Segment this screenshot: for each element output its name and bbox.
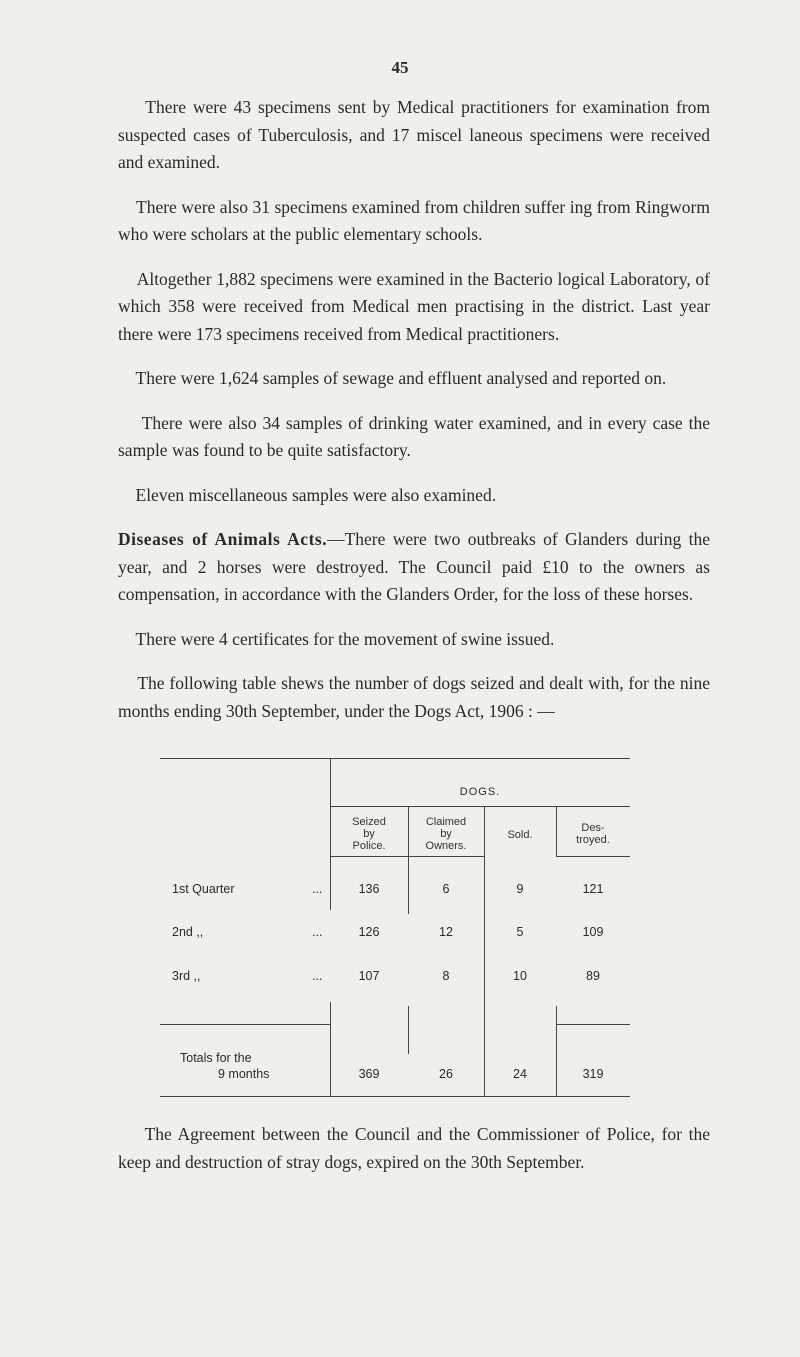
page-number: 45 <box>391 58 409 77</box>
paragraph-animals <box>118 526 710 609</box>
total-sold: 24 <box>513 1067 527 1081</box>
cell-destroyed: 109 <box>582 925 604 939</box>
section-heading: Diseases of Animals Acts. <box>118 529 328 549</box>
cell-seized: 136 <box>358 882 380 896</box>
paragraph-bacteriological <box>118 266 710 349</box>
total-seized: 369 <box>358 1067 380 1081</box>
cell-claimed: 12 <box>439 925 453 939</box>
row-label <box>172 925 323 939</box>
dogs-table <box>160 758 630 1098</box>
header-rule <box>330 806 630 807</box>
paragraph-text: There were 43 specimens sent by Medical practitioners for examination from suspected cases of Tuberculosis, and 17 miscel laneous specimens were received and examined. <box>118 97 710 172</box>
paragraph-ringworm <box>118 194 710 249</box>
paragraph-text: The Agreement between the Council and the Commissioner of Police, for the keep and destruction of stray dogs, expired on the 30th September. <box>118 1124 710 1172</box>
header-line: Owners. <box>425 840 467 852</box>
totals-label-line: 9 months <box>218 1067 270 1081</box>
totals-rule <box>556 1024 630 1025</box>
cell-sold: 10 <box>513 969 527 983</box>
col-header-claimed <box>408 816 484 852</box>
header-line: troyed. <box>576 834 610 846</box>
paragraph-sewage <box>118 365 710 393</box>
paragraph-text: There were 4 certificates for the movement of swine issued. <box>135 628 555 649</box>
header-line: by <box>363 828 375 840</box>
row-label <box>172 969 323 983</box>
cell-claimed: 8 <box>442 969 450 983</box>
col-header-sold <box>484 829 556 841</box>
total-claimed: 26 <box>439 1067 453 1081</box>
header-bottom-rule <box>556 856 630 857</box>
col-divider <box>556 1006 557 1096</box>
header-line: Claimed <box>425 816 467 828</box>
cell-destroyed: 121 <box>582 882 604 896</box>
cell-sold: 5 <box>516 925 524 939</box>
col-header-destroyed <box>556 822 630 846</box>
paragraph-water <box>118 410 710 465</box>
paragraph-table-intro <box>118 670 710 725</box>
body-text <box>118 94 710 742</box>
header-bottom-rule <box>330 856 408 857</box>
header-line: Sold. <box>507 829 533 841</box>
table-divider <box>330 1002 331 1096</box>
cell-sold: 9 <box>516 882 524 896</box>
row-label-text: 3rd ,, <box>172 969 201 983</box>
paragraph-text: Altogether 1,882 specimens were examined in the Bacterio logical Laboratory, of which 358 were received from Medical men practising in the district. Last year there were 173 specimens received from Medical practitioners. <box>118 268 710 344</box>
paragraph-text: There were 1,624 samples of sewage and effluent analysed and reported on. <box>135 368 667 388</box>
cell-destroyed: 89 <box>586 969 600 983</box>
cell-seized: 107 <box>358 969 380 983</box>
paragraph-text: There were also 34 samples of drinking water examined, and in every case the sample was found to be quite satisfactory. <box>118 412 711 460</box>
cell-seized: 126 <box>358 925 380 939</box>
paragraph-text: —There were two outbreaks of Glanders during the year, and 2 horses were destroyed. The Council paid £10 to the owners as compensation, in accordance with the Glanders Order, for the loss of these horses. <box>118 529 711 604</box>
header-line: by <box>440 828 452 840</box>
header-line: Des- <box>581 822 605 834</box>
table-top-rule <box>160 758 630 759</box>
paragraph-tuberculosis <box>118 94 710 177</box>
header-bottom-rule <box>408 856 484 857</box>
leader-dots: ... <box>312 969 323 983</box>
total-destroyed: 319 <box>582 1067 604 1081</box>
table-bottom-rule <box>160 1096 630 1097</box>
header-line: Seized <box>352 816 386 828</box>
col-divider <box>484 806 485 1096</box>
group-header: DOGS. <box>459 786 501 798</box>
col-header-seized <box>330 816 408 852</box>
paragraph-text: Eleven miscellaneous samples were also examined. <box>135 484 497 505</box>
row-label-text: 2nd ,, <box>172 925 204 939</box>
row-label-text: 1st Quarter <box>172 882 235 896</box>
closing-text <box>118 1121 710 1193</box>
paragraph-swine <box>118 626 710 654</box>
paragraph-text: There were also 31 specimens examined from children suffer ing from Ringworm who were scholars at the public elementary schools. <box>118 196 710 244</box>
header-line: Police. <box>352 840 386 852</box>
totals-label-line: Totals for the <box>180 1051 252 1065</box>
paragraph-agreement <box>118 1121 710 1176</box>
cell-claimed: 6 <box>442 882 450 896</box>
leader-dots: ... <box>312 925 323 939</box>
paragraph-text: The following table shews the number of dogs seized and dealt with, for the nine months ending 30th September, under the Dogs Act, 1906 : — <box>118 673 711 721</box>
paragraph-miscellaneous <box>118 482 710 510</box>
totals-label <box>180 1050 269 1082</box>
col-divider <box>408 1006 409 1054</box>
totals-rule <box>160 1024 330 1025</box>
row-label <box>172 882 323 896</box>
leader-dots: ... <box>312 882 323 896</box>
